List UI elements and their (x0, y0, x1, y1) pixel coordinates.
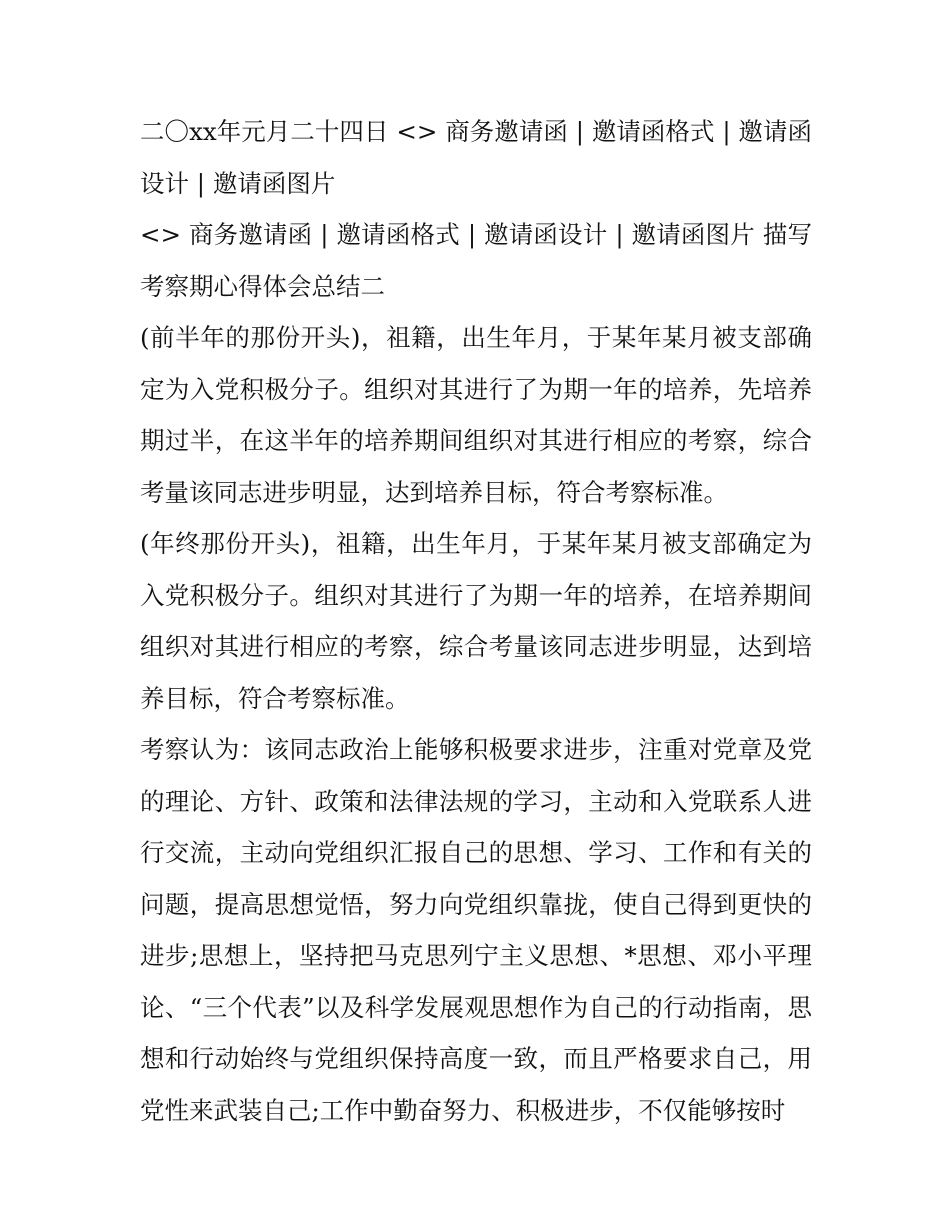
paragraph-subtitle: <> 商务邀请函 | 邀请函格式 | 邀请函设计 | 邀请函图片 描写考察期心得体会总结二 (140, 220, 812, 301)
paragraph-year-end-opening: (年终那份开头)，祖籍，出生年月，于某年某月被支部确定为入党积极分子。组织对其进行了为期一年的培养，在培养期间组织对其进行相应的考察，综合考量该同志进步明显，达到培养目标，符合考察标准。 (140, 529, 812, 713)
paragraph-first-half-opening: (前半年的那份开头)，祖籍，出生年月，于某年某月被支部确定为入党积极分子。组织对其进行了为期一年的培养，先培养期过半，在这半年的培养期间组织对其进行相应的考察，综合考量该同志进步明显，达到培养目标，符合考察标准。 (140, 323, 812, 507)
paragraph-assessment: 考察认为：该同志政治上能够积极要求进步，注重对党章及党的理论、方针、政策和法律法规的学习，主动和入党联系人进行交流，主动向党组织汇报自己的思想、学习、工作和有关的问题，提高思想觉悟，努力向党组织靠拢，使自己得到更快的进步;思想上，坚持把马克思列宁主义思想、*思想、邓小平理论、“三个代表”以及科学发展观思想作为自己的行动指南，思想和行动始终与党组织保持高度一致，而且严格要求自己，用党性来武装自己;工作中勤奋努力、积极进步，不仅能够按时 (140, 735, 812, 1125)
document-body (140, 106, 812, 1136)
paragraph-date-header: 二〇xx年元月二十四日 <> 商务邀请函 | 邀请函格式 | 邀请函设计 | 邀请函图片 (140, 117, 812, 198)
